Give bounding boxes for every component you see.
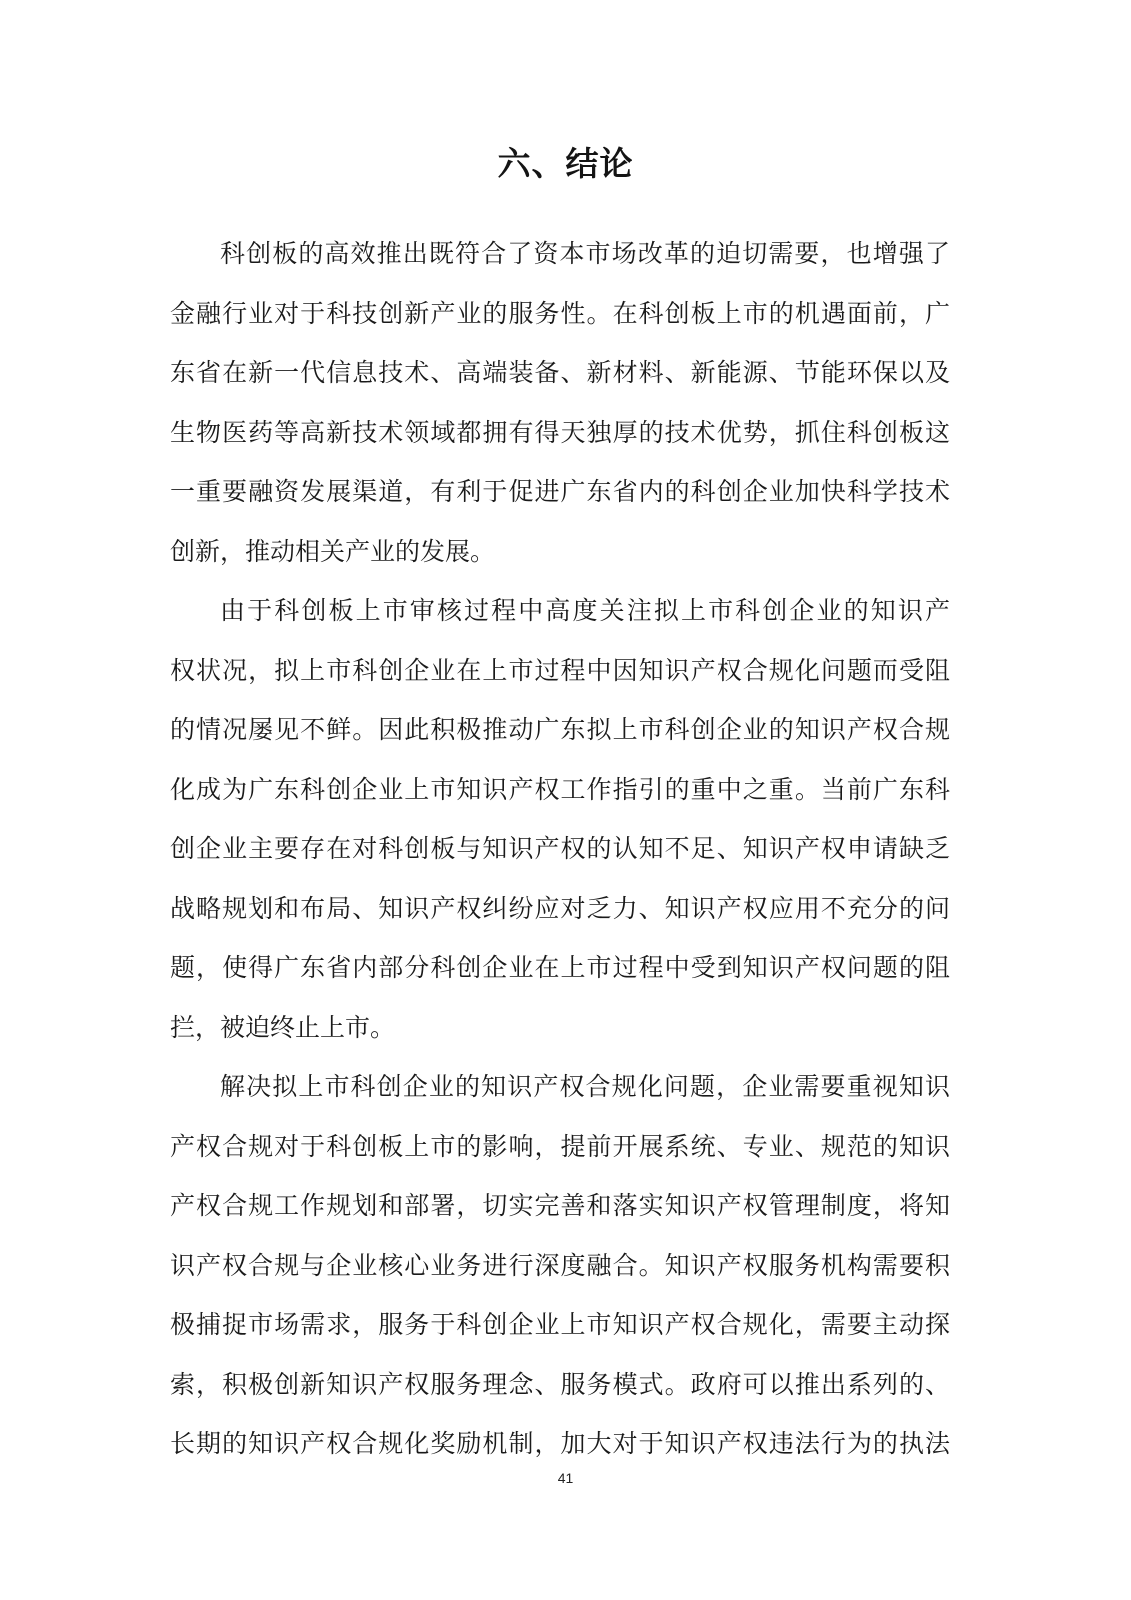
- page-number: 41: [557, 1470, 574, 1486]
- section-heading: 六、结论: [497, 144, 634, 183]
- text-line: 的情况屡见不鲜。因此积极推动广东拟上市科创企业的知识产权合规: [170, 715, 950, 744]
- body-text: [170, 224, 950, 1474]
- text-line: 题，使得广东省内部分科创企业在上市过程中受到知识产权问题的阻: [170, 953, 950, 982]
- text-line: 东省在新一代信息技术、高端装备、新材料、新能源、节能环保以及: [170, 358, 950, 387]
- text-line: 极捕捉市场需求，服务于科创企业上市知识产权合规化，需要主动探: [170, 1310, 950, 1339]
- text-line: 产权合规对于科创板上市的影响，提前开展系统、专业、规范的知识: [170, 1131, 950, 1161]
- text-line: 生物医药等高新技术领域都拥有得天独厚的技术优势，抓住科创板这: [170, 417, 950, 447]
- text-line: 创企业主要存在对科创板与知识产权的认知不足、知识产权申请缺乏: [170, 834, 950, 863]
- text-line: 一重要融资发展渠道，有利于促进广东省内的科创企业加快科学技术: [170, 477, 950, 506]
- text-line: 由于科创板上市审核过程中高度关注拟上市科创企业的知识产: [220, 596, 950, 625]
- text-line: 权状况，拟上市科创企业在上市过程中因知识产权合规化问题而受阻: [170, 655, 950, 685]
- text-line: 索，积极创新知识产权服务理念、服务模式。政府可以推出系列的、: [170, 1369, 950, 1399]
- text-line: 科创板的高效推出既符合了资本市场改革的迫切需要，也增强了: [220, 239, 950, 268]
- text-line: 解决拟上市科创企业的知识产权合规化问题，企业需要重视知识: [220, 1072, 950, 1101]
- text-line: 长期的知识产权合规化奖励机制，加大对于知识产权违法行为的执法: [170, 1429, 950, 1458]
- text-line: 拦，被迫终止上市。: [170, 1012, 396, 1042]
- text-line: 产权合规工作规划和部署，切实完善和落实知识产权管理制度，将知: [170, 1191, 950, 1220]
- paragraph: [170, 581, 950, 1057]
- text-line: 识产权合规与企业核心业务进行深度融合。知识产权服务机构需要积: [170, 1250, 950, 1280]
- paragraph: [170, 1057, 950, 1474]
- text-line: 战略规划和布局、知识产权纠纷应对乏力、知识产权应用不充分的问: [170, 893, 950, 923]
- text-line: 创新，推动相关产业的发展。: [170, 536, 496, 566]
- paragraph: [170, 224, 950, 581]
- text-line: 化成为广东科创企业上市知识产权工作指引的重中之重。当前广东科: [170, 774, 950, 804]
- text-line: 金融行业对于科技创新产业的服务性。在科创板上市的机遇面前，广: [170, 298, 950, 328]
